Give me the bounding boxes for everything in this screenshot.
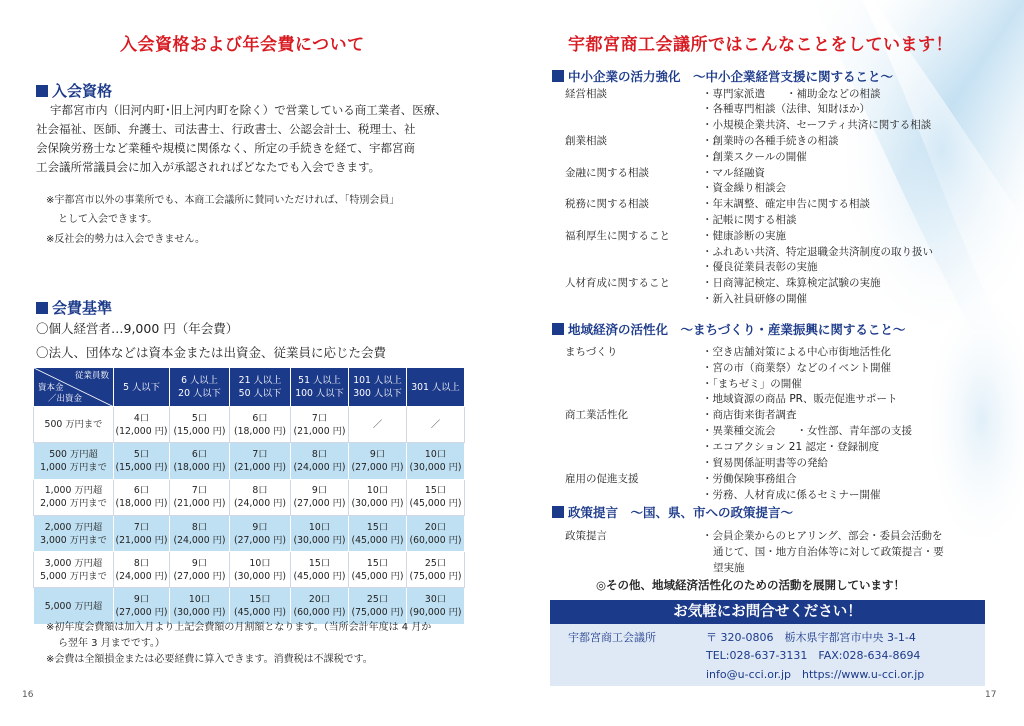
category-label: 雇用の促進支援 [565,473,639,485]
fee-cell: 15口 (45,000 円) [291,552,349,588]
category-label: 税務に関する相談 [565,198,649,210]
section-heading-vitality: 中小企業の活力強化 ～中小企業経営支援に関すること～ [552,67,893,85]
list-item: ・労務、人材育成に係るセミナー開催 [702,489,881,501]
list-item: ・商店街来街者調査 [702,409,797,421]
fee-cell: 20口 (60,000 円) [291,588,349,624]
category-label: 経営相談 [565,88,607,100]
fee-table [33,367,465,625]
fee-cell: 7口 (21,000 円) [291,407,349,443]
row-header: 500 万円超 1,000 万円まで [34,443,114,479]
square-bullet-icon [36,85,48,97]
qual-note: ※反社会的勢力は入会できません。 [46,234,205,245]
list-item: 望実施 [713,562,745,574]
page-number: 16 [22,690,34,700]
fee-cell: 25口 (75,000 円) [349,588,407,624]
category-label: 福利厚生に関すること [565,230,670,242]
list-item: ・エコアクション 21 認定・登録制度 [702,441,880,453]
fee-cell: 10口 (30,000 円) [170,588,230,624]
column-header: 51 人以上 100 人以下 [291,368,349,407]
table-note: ら翌年 3 月までです。） [58,638,165,649]
list-item: ・日商簿記検定、珠算検定試験の実施 [702,277,881,289]
fee-cell: 7口 (21,000 円) [114,515,170,551]
qual-line: 工会議所常議員会に加入が承認されればどなたでも入会できます。 [36,160,381,174]
list-item: ・各種専門相談（法律、知財ほか） [702,103,870,115]
section-heading-regional: 地域経済の活性化 ～まちづくり・産業振興に関すること～ [552,320,905,338]
page-title: 入会資格および年会費について [120,35,365,55]
page-number: 17 [985,690,997,700]
table-note: ※初年度会費額は加入月より上記会費額の月割額となります。（当所会計年度は 4 月か [46,622,432,633]
list-item: ・ふれあい共済、特定退職金共済制度の取り扱い [702,246,933,258]
list-item: ・資金繰り相談会 [702,182,786,194]
fee-cell: 8口 (24,000 円) [114,552,170,588]
list-item: ・新入社員研修の開催 [702,293,807,305]
other-activities-note: ◎その他、地域経済活性化のための活動を展開しています！ [596,578,906,592]
table-note: ※会費は全額損金または必要経費に算入できます。消費税は不課税です。 [46,654,373,665]
fee-cell: 10口 (30,000 円) [407,443,465,479]
contact-address: 〒 320-0806 栃木県宇都宮市中央 3-1-4 [706,631,916,644]
table-row [34,515,465,551]
square-bullet-icon [36,302,48,314]
fee-cell: 6口 (18,000 円) [170,443,230,479]
fee-cell: 30口 (90,000 円) [407,588,465,624]
list-item: ・記帳に関する相談 [702,214,797,226]
category-label: 人材育成に関すること [565,277,670,289]
column-header: 301 人以上 [407,368,465,407]
column-header: 101 人以上 300 人以下 [349,368,407,407]
fee-cell: 10口 (30,000 円) [291,515,349,551]
column-header: 5 人以下 [114,368,170,407]
fee-cell: 20口 (60,000 円) [407,515,465,551]
fee-cell: 5口 (15,000 円) [114,443,170,479]
list-item: ・貿易関係証明書等の発給 [702,457,828,469]
table-row [34,479,465,515]
list-item: ・創業スクールの開催 [702,151,807,163]
fee-cell: 15口 (45,000 円) [349,515,407,551]
list-item: ・年末調整、確定申告に関する相談 [702,198,870,210]
list-item: ・健康診断の実施 [702,230,786,242]
list-item: ・異業種交流会 ・女性部、青年部の支援 [702,425,912,437]
fee-cell: ／ [407,407,465,443]
table-row [34,443,465,479]
table-row [34,588,465,624]
list-item: ・マル経融資 [702,167,765,179]
fee-cell: 25口 (75,000 円) [407,552,465,588]
category-label: まちづくり [565,346,618,358]
contact-web: info@u-cci.or.jp https://www.u-cci.or.jp [706,668,925,681]
square-bullet-icon [552,70,564,82]
list-item: ・優良従業員表彰の実施 [702,261,818,273]
fee-cell: 9口 (27,000 円) [349,443,407,479]
right-page-title: 宇都宮商工会議所ではこんなことをしています！ [568,35,953,55]
fee-cell: 5口 (15,000 円) [170,407,230,443]
fee-cell: 10口 (30,000 円) [230,552,291,588]
list-item: ・「まちゼミ」の開催 [702,378,802,390]
column-header: 21 人以上 50 人以下 [230,368,291,407]
list-item: ・労働保険事務組合 [702,473,797,485]
section-heading-policy: 政策提言 ～国、県、市への政策提言～ [552,503,793,521]
fee-cell: 10口 (30,000 円) [349,479,407,515]
row-header: 500 万円まで [34,407,114,443]
contact-banner: お気軽にお問合せください！ [550,600,985,624]
fee-line: 〇個人経営者…9,000 円（年会費） [36,321,239,336]
fee-cell: 6口 (18,000 円) [114,479,170,515]
row-header: 1,000 万円超 2,000 万円まで [34,479,114,515]
fee-cell: 9口 (27,000 円) [230,515,291,551]
qual-note: として入会できます。 [58,214,158,225]
square-bullet-icon [552,323,564,335]
fee-cell: 15口 (45,000 円) [349,552,407,588]
row-header: 2,000 万円超 3,000 万円まで [34,515,114,551]
row-header: 5,000 万円超 [34,588,114,624]
table-corner-cell: 従業員数 資本金 ／出資金 [34,368,114,407]
category-label: 金融に関する相談 [565,167,649,179]
category-label: 商工業活性化 [565,409,628,421]
list-item: ・創業時の各種手続きの相談 [702,135,839,147]
list-item: ・専門家派遣 ・補助金などの相談 [702,88,881,100]
qual-line: 社会福祉、医師、弁護士、司法書士、行政書士、公認会計士、税理士、社 [36,122,416,136]
list-item: ・地域資源の商品 PR、販売促進サポート [702,393,898,405]
fee-cell: ／ [349,407,407,443]
qual-note: ※宇都宮市以外の事業所でも、本商工会議所に賛同いただければ、「特別会員」 [46,195,400,206]
fee-line: 〇法人、団体などは資本金または出資金、従業員に応じた会費 [36,345,387,360]
fee-cell: 8口 (24,000 円) [230,479,291,515]
list-item: ・空き店舗対策による中心市街地活性化 [702,346,891,358]
fee-heading: 会費基準 [36,297,112,318]
fee-cell: 4口 (12,000 円) [114,407,170,443]
square-bullet-icon [552,506,564,518]
fee-cell: 9口 (27,000 円) [114,588,170,624]
fee-cell: 6口 (18,000 円) [230,407,291,443]
qualification-heading: 入会資格 [36,80,112,101]
category-label: 政策提言 [565,530,607,542]
contact-phone: TEL:028-637-3131 FAX:028-634-8694 [706,649,921,662]
table-header-row [34,368,465,407]
table-row [34,552,465,588]
contact-org-name: 宇都宮商工会議所 [568,631,656,644]
category-label: 創業相談 [565,135,607,147]
list-item: ・会員企業からのヒアリング、部会・委員会活動を [702,530,943,542]
fee-cell: 8口 (24,000 円) [170,515,230,551]
fee-cell: 15口 (45,000 円) [230,588,291,624]
fee-cell: 7口 (21,000 円) [230,443,291,479]
list-item: 通じて、国・地方自治体等に対して政策提言・要 [713,546,944,558]
column-header: 6 人以上 20 人以下 [170,368,230,407]
fee-cell: 7口 (21,000 円) [170,479,230,515]
qual-line: 宇都宮市内（旧河内町･旧上河内町を除く）で営業している商工業者、医療、 [50,103,447,117]
qual-line: 会保険労務士など業種や規模に関係なく、所定の手続きを経て、宇都宮商 [36,141,416,155]
fee-cell: 9口 (27,000 円) [170,552,230,588]
table-row [34,407,465,443]
fee-cell: 9口 (27,000 円) [291,479,349,515]
fee-cell: 8口 (24,000 円) [291,443,349,479]
list-item: ・宮の市（商業祭）などのイベント開催 [702,362,891,374]
list-item: ・小規模企業共済、セーフティ共済に関する相談 [702,119,932,131]
fee-cell: 15口 (45,000 円) [407,479,465,515]
row-header: 3,000 万円超 5,000 万円まで [34,552,114,588]
